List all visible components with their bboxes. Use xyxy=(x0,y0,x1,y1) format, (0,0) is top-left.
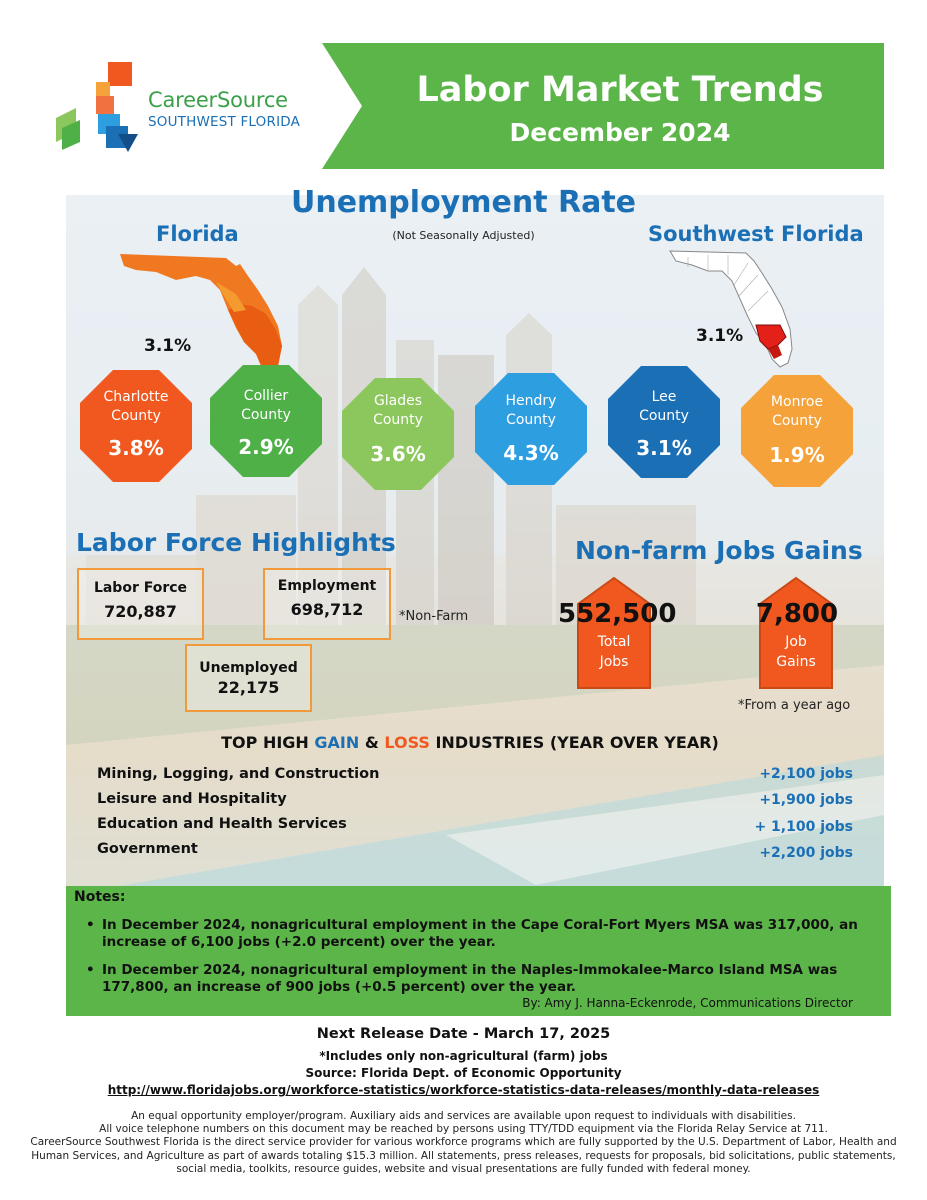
note-item: • In December 2024, nonagricultural employment in the Naples-Immokalee-Marco Island MSA was 177,800, an increase of 900 jobs (+0.5 percent) over the year. xyxy=(86,962,876,996)
county-rate: 3.8% xyxy=(108,436,164,460)
includes-note: *Includes only non-agricultural (farm) jobs xyxy=(319,1049,608,1063)
county-name: Lee xyxy=(651,389,677,405)
industry-value: + 1,100 jobs xyxy=(754,819,853,835)
note-item: • In December 2024, nonagricultural employment in the Cape Coral-Fort Myers MSA was 317,000, an increase of 6,100 jobs (+2.0 percent) over the year. xyxy=(86,917,876,951)
disclaimer xyxy=(30,1110,897,1176)
notes-box xyxy=(66,886,891,1016)
job-gains-line2: Gains xyxy=(776,654,816,670)
industries-title xyxy=(0,733,927,752)
industry-value: +2,100 jobs xyxy=(759,766,853,782)
county-name: Monroe xyxy=(770,394,824,410)
careersource-logo[interactable] xyxy=(48,62,308,162)
industries-title-post: INDUSTRIES (YEAR OVER YEAR) xyxy=(429,733,719,752)
labor-force-box xyxy=(77,568,204,640)
county-name: Hendry xyxy=(505,393,557,409)
county-name-line2: County xyxy=(506,412,556,428)
county-name-line2: County xyxy=(639,408,689,424)
logo-mark-icon xyxy=(48,62,144,158)
county-charlotte xyxy=(80,370,192,482)
swfl-rate: 3.1% xyxy=(696,326,744,346)
page-title: Labor Market Trends xyxy=(416,70,824,110)
county-hendry xyxy=(475,373,587,485)
total-jobs-house xyxy=(576,576,652,690)
labor-force-label: Labor Force xyxy=(93,580,188,596)
industry-value: +2,200 jobs xyxy=(759,845,853,861)
unemployment-note: (Not Seasonally Adjusted) xyxy=(392,229,535,242)
byline: By: Amy J. Hanna-Eckenrode, Communications Director xyxy=(522,996,853,1010)
unemployed-value: 22,175 xyxy=(217,678,280,697)
job-gains-house xyxy=(758,576,834,690)
octagon-shape xyxy=(475,373,587,485)
swfl-map-icon xyxy=(668,245,808,375)
employment-label: Employment xyxy=(277,578,377,594)
unemployed-label: Unemployed xyxy=(199,660,298,676)
page-subtitle: December 2024 xyxy=(509,118,731,147)
industries-title-loss: LOSS xyxy=(384,733,430,752)
unemployment-title: Unemployment Rate xyxy=(290,185,637,220)
source-link[interactable]: http://www.floridajobs.org/workforce-statistics/workforce-statistics-data-releases/monthly-data-releases xyxy=(107,1083,820,1097)
county-name-line2: County xyxy=(111,408,161,424)
industry-value: +1,900 jobs xyxy=(759,792,853,808)
industry-name: Education and Health Services xyxy=(97,816,347,832)
industry-name: Government xyxy=(97,841,198,857)
county-rate: 3.6% xyxy=(370,442,426,466)
county-name: Charlotte xyxy=(103,389,169,405)
county-name-line2: County xyxy=(772,413,822,429)
industries-title-gain: GAIN xyxy=(314,733,360,752)
florida-rate: 3.1% xyxy=(144,336,192,356)
employment-value: 698,712 xyxy=(290,600,364,619)
swfl-label: Southwest Florida xyxy=(648,222,864,246)
notes-title: Notes: xyxy=(74,889,126,905)
county-rate: 1.9% xyxy=(769,443,825,467)
florida-map-icon xyxy=(116,250,288,380)
labor-force-title: Labor Force Highlights xyxy=(76,528,396,557)
industry-row xyxy=(97,841,857,865)
industries-title-mid: & xyxy=(359,733,385,752)
industry-name: Mining, Logging, and Construction xyxy=(97,766,380,782)
unemployed-box xyxy=(185,644,312,712)
county-rate: 3.1% xyxy=(636,436,692,460)
employment-box xyxy=(263,568,391,640)
county-rate: 2.9% xyxy=(238,435,294,459)
total-jobs-line1: Total xyxy=(597,634,631,650)
labor-force-value: 720,887 xyxy=(104,602,177,621)
next-release-date: Next Release Date - March 17, 2025 xyxy=(316,1026,611,1042)
logo-region: SOUTHWEST FLORIDA xyxy=(148,114,301,130)
nonfarm-title: Non-farm Jobs Gains xyxy=(575,536,863,565)
county-monroe xyxy=(741,375,853,487)
octagon-shape xyxy=(741,375,853,487)
disclaimer-line: An equal opportunity employer/program. Auxiliary aids and services are available upon request to individuals with disabilities. xyxy=(131,1110,796,1122)
county-glades xyxy=(342,378,454,490)
county-lee xyxy=(608,366,720,478)
total-jobs-line2: Jobs xyxy=(599,654,629,670)
industry-row xyxy=(97,766,857,790)
octagon-shape xyxy=(80,370,192,482)
year-ago-note: *From a year ago xyxy=(738,698,851,713)
job-gains-value: 7,800 xyxy=(755,599,839,629)
industries-title-pre: TOP HIGH xyxy=(221,733,315,752)
disclaimer-line: CareerSource Southwest Florida is the direct service provider for various workforce programs which are fully supported by the U.S. Department of Labor, Health and Human Services, and Agriculture as part of awards totaling $15.3 million. All statements, press releases, requests for proposals, bid solicitations, public statements, social media, toolkits, resource guides, website and visual presentations are fully funded with federal money. xyxy=(30,1136,897,1175)
industry-name: Leisure and Hospitality xyxy=(97,791,287,807)
logo-name: CareerSource xyxy=(148,88,288,112)
job-gains-line1: Job xyxy=(785,634,807,650)
county-name-line2: County xyxy=(373,412,423,428)
industry-row xyxy=(97,816,857,840)
county-name: Glades xyxy=(373,393,423,409)
county-collier xyxy=(210,365,322,477)
disclaimer-line: All voice telephone numbers on this document may be reached by persons using TTY/TDD equipment via the Florida Relay Service at 711. xyxy=(99,1123,828,1136)
florida-label: Florida xyxy=(156,222,239,246)
county-name: Collier xyxy=(243,388,289,404)
source-note: Source: Florida Dept. of Economic Opportunity xyxy=(305,1066,622,1080)
non-farm-note: *Non-Farm xyxy=(399,609,469,624)
county-rate: 4.3% xyxy=(503,441,559,465)
total-jobs-value: 552,500 xyxy=(558,599,677,629)
county-name-line2: County xyxy=(241,407,291,423)
industry-row xyxy=(97,791,857,815)
